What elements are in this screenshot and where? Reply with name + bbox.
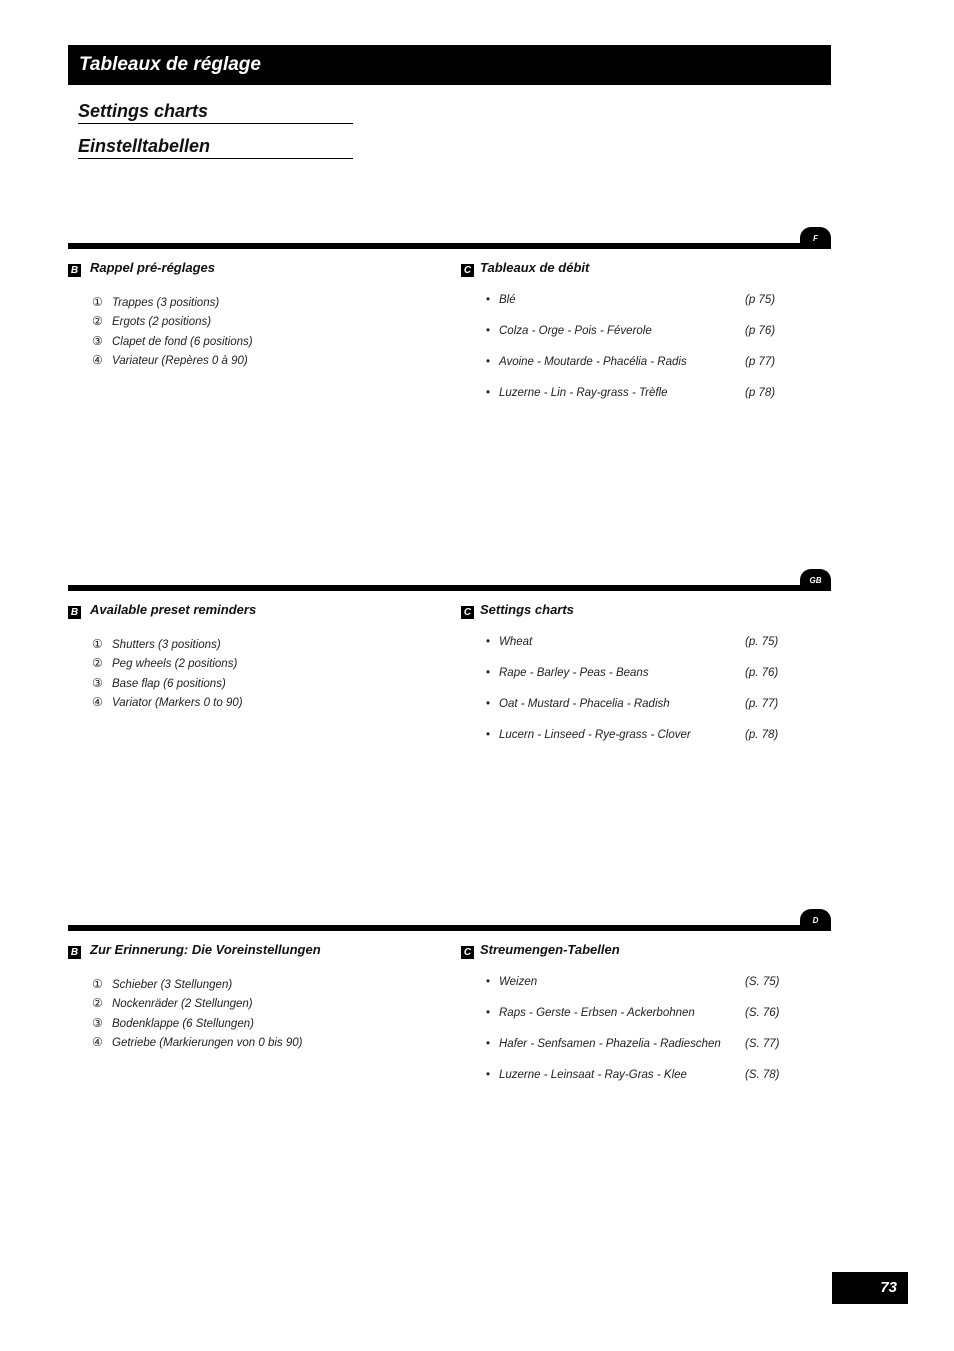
page-number: 73 — [832, 1272, 908, 1304]
presets-heading — [68, 260, 215, 277]
circled-number: ② — [92, 656, 103, 671]
bullet: • — [486, 729, 491, 741]
bullet: • — [486, 1007, 491, 1019]
page-reference: (p 77) — [745, 356, 776, 368]
circled-number: ④ — [92, 1034, 103, 1049]
circled-number: ② — [92, 996, 103, 1011]
page-reference: (p 78) — [745, 387, 776, 399]
presets-heading — [68, 602, 256, 619]
list-item — [92, 1014, 303, 1033]
rates-heading — [461, 942, 620, 959]
crop-label: Wheat — [499, 636, 533, 648]
list-item — [92, 654, 243, 673]
item-text: Ergots (2 positions) — [112, 316, 212, 329]
circled-number: ④ — [92, 694, 103, 709]
crop-label: Luzerne - Leinsaat - Ray-Gras - Klee — [499, 1069, 687, 1081]
bullet: • — [486, 387, 491, 399]
item-text: Variator (Markers 0 to 90) — [112, 696, 243, 709]
circled-number: ③ — [92, 333, 103, 348]
crop-label: Weizen — [499, 976, 538, 988]
section-badge: C — [461, 946, 474, 959]
presets-heading — [68, 942, 321, 959]
presets-list — [92, 975, 303, 1052]
section-badge: C — [461, 264, 474, 277]
page-reference: (p. 76) — [745, 667, 779, 679]
page-reference: (S. 75) — [745, 976, 780, 988]
list-item — [92, 975, 303, 994]
circled-number: ④ — [92, 352, 103, 367]
rates-title: Settings charts — [480, 602, 574, 617]
bullet: • — [486, 1038, 491, 1050]
circled-number: ① — [92, 295, 103, 309]
subtitle-english: Settings charts — [78, 100, 353, 124]
page-title: Tableaux de réglage — [68, 45, 831, 85]
list-item — [92, 1033, 303, 1052]
bullet: • — [486, 1069, 491, 1081]
circled-number: ③ — [92, 675, 103, 690]
list-item — [92, 994, 303, 1013]
section-badge: B — [68, 606, 81, 619]
list-item — [92, 312, 253, 331]
section-french — [0, 0, 954, 399]
crop-label: Hafer - Senfsamen - Phazelia - Radieschen — [499, 1038, 721, 1050]
circled-number: ① — [92, 977, 103, 991]
circled-number: ① — [92, 637, 103, 651]
crop-label: Raps - Gerste - Erbsen - Ackerbohnen — [499, 1007, 695, 1019]
rates-heading — [461, 260, 589, 277]
item-text: Base flap (6 positions) — [112, 677, 226, 690]
item-text: Getriebe (Markierungen von 0 bis 90) — [112, 1036, 303, 1049]
language-tab: GB — [800, 569, 831, 591]
subtitle-german: Einstelltabellen — [78, 135, 353, 159]
item-text: Bodenklappe (6 Stellungen) — [112, 1017, 254, 1030]
bullet: • — [486, 325, 491, 337]
bullet: • — [486, 667, 491, 679]
page-reference: (S. 76) — [745, 1007, 780, 1019]
rates-title: Streumengen-Tabellen — [480, 942, 620, 957]
item-text: Shutters (3 positions) — [112, 639, 221, 651]
bullet: • — [486, 294, 491, 306]
bullet: • — [486, 356, 491, 368]
crop-label: Lucern - Linseed - Rye-grass - Clover — [499, 729, 691, 741]
section-badge: C — [461, 606, 474, 619]
circled-number: ② — [92, 314, 103, 329]
item-text: Trappes (3 positions) — [112, 297, 220, 309]
presets-title: Rappel pré-réglages — [90, 260, 215, 275]
page-reference: (S. 77) — [745, 1038, 780, 1050]
crop-label: Blé — [499, 294, 516, 306]
section-badge: B — [68, 264, 81, 277]
section-english — [0, 342, 954, 741]
page-reference: (p 75) — [745, 294, 776, 306]
list-item — [92, 635, 243, 654]
bullet: • — [486, 698, 491, 710]
list-item — [92, 293, 253, 312]
page-reference: (p. 77) — [745, 698, 779, 710]
section-divider — [68, 585, 831, 591]
circled-number: ③ — [92, 1015, 103, 1030]
language-tab: F — [800, 227, 831, 249]
presets-title: Available preset reminders — [90, 602, 257, 617]
presets-title: Zur Erinnerung: Die Voreinstellungen — [90, 942, 321, 957]
section-divider — [68, 925, 831, 931]
item-text: Schieber (3 Stellungen) — [112, 979, 233, 991]
section-divider — [68, 243, 831, 249]
bullet: • — [486, 636, 491, 648]
rates-title: Tableaux de débit — [480, 260, 590, 275]
rates-heading — [461, 602, 574, 619]
crop-label: Rape - Barley - Peas - Beans — [499, 667, 649, 679]
crop-label: Oat - Mustard - Phacelia - Radish — [499, 698, 670, 710]
section-german — [0, 682, 954, 1081]
page-reference: (S. 78) — [745, 1069, 780, 1081]
item-text: Nockenräder (2 Stellungen) — [112, 998, 253, 1011]
crop-label: Luzerne - Lin - Ray-grass - Trèfle — [499, 387, 668, 399]
page-reference: (p. 75) — [745, 636, 779, 648]
bullet: • — [486, 976, 491, 988]
page-reference: (p. 78) — [745, 729, 779, 741]
crop-label: Colza - Orge - Pois - Féverole — [499, 325, 652, 337]
section-badge: B — [68, 946, 81, 959]
crop-label: Avoine - Moutarde - Phacélia - Radis — [499, 356, 687, 368]
item-text: Variateur (Repères 0 à 90) — [112, 354, 248, 367]
item-text: Peg wheels (2 positions) — [112, 658, 238, 671]
language-tab: D — [800, 909, 831, 931]
page-reference: (p 76) — [745, 325, 776, 337]
item-text: Clapet de fond (6 positions) — [112, 335, 253, 348]
